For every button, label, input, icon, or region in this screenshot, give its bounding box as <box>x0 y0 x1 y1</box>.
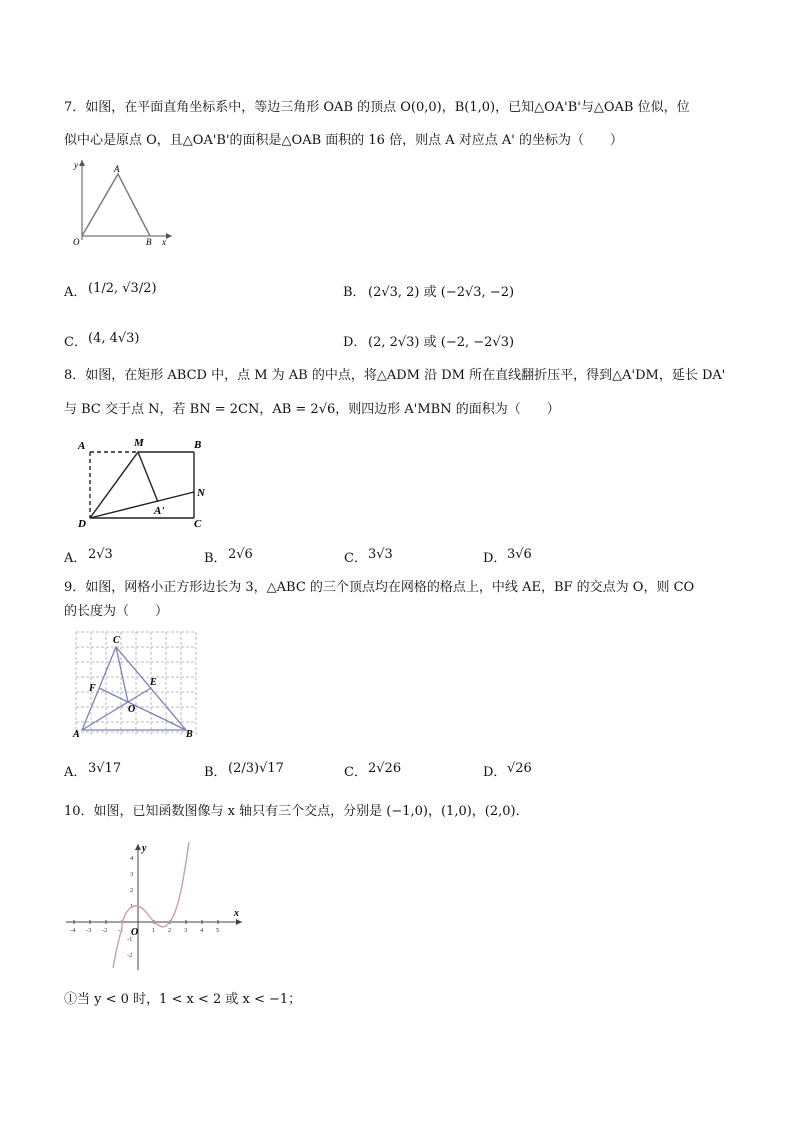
q10-figure <box>62 840 248 974</box>
q7-opt-c-value: (4, 4√3) <box>88 331 140 346</box>
q10-xtick-4: 4 <box>200 927 204 934</box>
q10-ytick-2: 2 <box>130 887 134 894</box>
q7-opt-d-value: (2, 2√3) 或 (−2, −2√3) <box>368 335 515 350</box>
q7-label-b: B <box>146 237 152 247</box>
q7-opt-c-label: C． <box>64 335 87 350</box>
q10-ytick-m2: -2 <box>127 952 133 959</box>
q9-opt-d-value: √26 <box>507 761 532 776</box>
q9-figure <box>70 628 200 740</box>
q8-label-a: A <box>78 440 86 452</box>
q8-text-line2: 与 BC 交于点 N，若 BN = 2CN，AB = 2√6，则四边形 A'MBN 的面积为（ ） <box>64 402 560 417</box>
q9-opt-c-value: 2√26 <box>368 761 402 776</box>
q10-text-line1: 10．如图，已知函数图像与 x 轴只有三个交点，分别是 (−1,0)，(1,0)，(2,0)． <box>64 804 529 819</box>
q9-opt-b-value: (2/3)√17 <box>228 761 284 776</box>
q8-label-b: B <box>194 439 202 451</box>
q8-opt-a-label: A． <box>64 551 87 566</box>
q10-statement-1: ①当 y < 0 时，1 < x < 2 或 x < −1； <box>64 992 302 1007</box>
q8-text-line1: 8．如图，在矩形 ABCD 中，点 M 为 AB 的中点，将△ADM 沿 DM 所在直线翻折压平，得到△A'DM，延长 DA' <box>64 368 726 383</box>
q10-xtick-m1: -1 <box>118 927 124 934</box>
q8-opt-b-label: B． <box>204 551 227 566</box>
q10-label-y: y <box>142 843 147 854</box>
q10-ytick-3: 3 <box>130 871 134 878</box>
q7-label-x: x <box>162 237 166 247</box>
q9-opt-a-value: 3√17 <box>88 761 122 776</box>
q7-opt-d-label: D． <box>343 335 367 350</box>
q7-label-a: A <box>114 164 120 174</box>
q8-label-c: C <box>194 518 202 530</box>
q9-label-e: E <box>150 677 157 688</box>
q8-opt-b-value: 2√6 <box>228 547 253 562</box>
q10-xtick-m2: -2 <box>102 927 108 934</box>
q10-xtick-3: 3 <box>184 927 188 934</box>
q10-ytick-m1: -1 <box>127 936 133 943</box>
q9-label-o: O <box>128 704 136 715</box>
q8-label-m: M <box>134 437 144 449</box>
q9-label-f: F <box>89 683 96 694</box>
q9-opt-d-label: D． <box>483 765 507 780</box>
q10-xtick-m3: -3 <box>86 927 92 934</box>
q10-xtick-5: 5 <box>216 927 220 934</box>
q10-xtick-m4: -4 <box>70 927 76 934</box>
q9-label-b: B <box>186 729 193 740</box>
q10-xtick-1: 1 <box>152 927 156 934</box>
q10-label-o: O <box>131 927 139 938</box>
q8-opt-d-value: 3√6 <box>507 547 532 562</box>
q10-ytick-1: 1 <box>130 903 134 910</box>
q8-opt-a-value: 2√3 <box>88 547 113 562</box>
q10-xtick-2: 2 <box>168 927 172 934</box>
q9-label-c: C <box>113 635 120 646</box>
q9-text-line1: 9．如图，网格小正方形边长为 3，△ABC 的三个顶点均在网格的格点上，中线 AE，BF 的交点为 O，则 CO <box>64 580 695 595</box>
q7-label-o: O <box>73 237 80 247</box>
q7-text-line1: 7．如图，在平面直角坐标系中，等边三角形 OAB 的顶点 O(0,0)，B(1,0)，已知△OA'B'与△OAB 位似，位 <box>64 100 690 115</box>
q9-opt-a-label: A． <box>64 765 87 780</box>
q7-opt-b-label: B． <box>343 285 366 300</box>
q9-opt-c-label: C． <box>344 765 367 780</box>
q9-text-line2: 的长度为（ ） <box>64 604 169 619</box>
q7-opt-a-value: (1/2, √3/2) <box>88 281 157 296</box>
q9-label-a: A <box>73 729 80 740</box>
q7-figure <box>62 156 182 248</box>
q8-figure <box>72 434 222 532</box>
q7-opt-a-label: A． <box>64 285 87 300</box>
q10-ytick-4: 4 <box>130 855 134 862</box>
q7-label-y: y <box>74 160 78 170</box>
q8-opt-d-label: D． <box>483 551 507 566</box>
q8-opt-c-label: C． <box>344 551 367 566</box>
q8-label-n: N <box>197 487 205 499</box>
q8-opt-c-value: 3√3 <box>368 547 393 562</box>
q8-label-a-prime: A' <box>154 505 165 517</box>
q10-label-x: x <box>234 908 239 919</box>
q8-label-d: D <box>78 518 86 530</box>
q9-opt-b-label: B． <box>204 765 227 780</box>
q7-text-line2: 似中心是原点 O，且△OA'B'的面积是△OAB 面积的 16 倍，则点 A 对应点 A' 的坐标为（ ） <box>64 133 623 148</box>
q7-opt-b-value: (2√3, 2) 或 (−2√3, −2) <box>368 285 515 300</box>
